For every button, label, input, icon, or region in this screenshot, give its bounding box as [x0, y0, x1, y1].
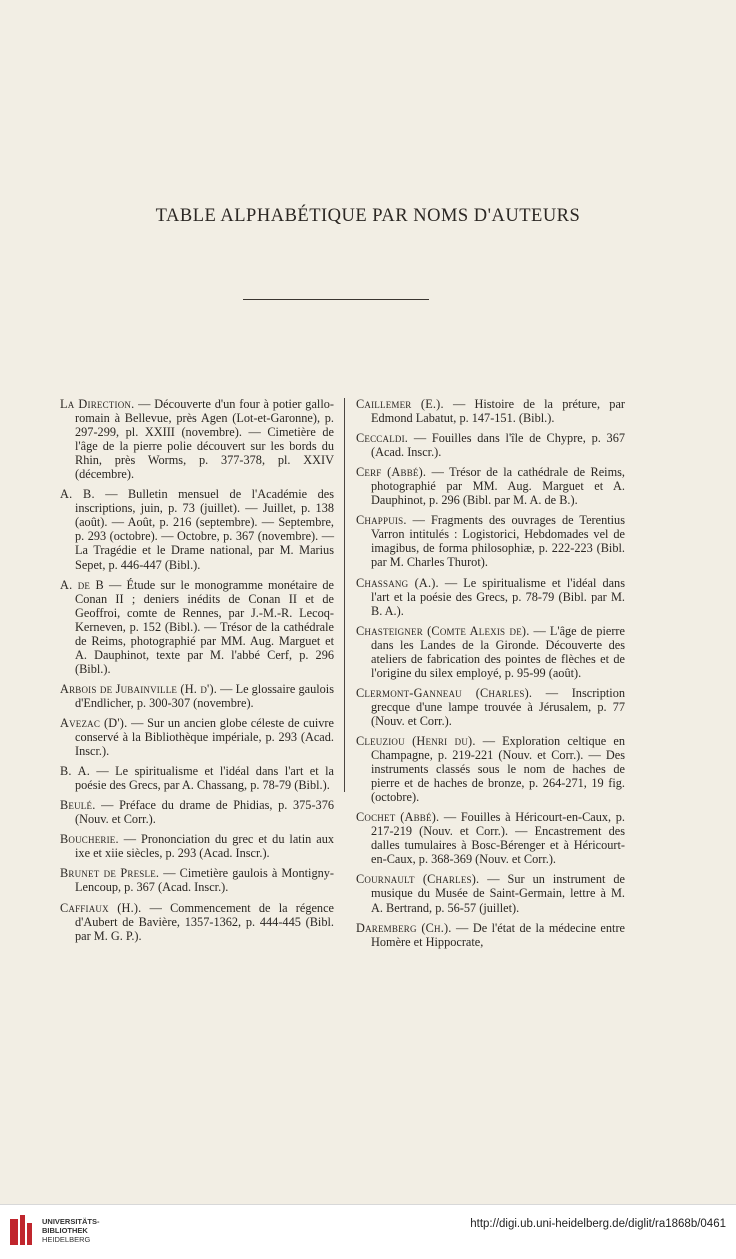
column-divider: [344, 398, 345, 792]
entry-text: — De l'état de la médecine entre Homère et Hippocrate,: [371, 920, 626, 949]
author-name: Ceccaldi.: [356, 431, 409, 446]
author-name: La Direction.: [60, 397, 135, 411]
author-entry: [356, 513, 625, 569]
author-name: Daremberg (Ch.).: [356, 920, 452, 935]
title-divider: [243, 299, 429, 300]
author-entry: [356, 734, 625, 804]
entry-text: — Histoire de la préture, par Edmond Labatut, p. 147-151. (Bibl.).: [371, 397, 626, 426]
entry-text: — Fouilles dans l'île de Chypre, p. 367 (Acad. Inscr.).: [371, 431, 625, 460]
permalink[interactable]: http://digi.ub.uni-heidelberg.de/diglit/ra1868b/0461: [470, 1218, 726, 1230]
author-entry: [60, 397, 334, 481]
author-name: Chassang (A.).: [356, 575, 439, 590]
author-entry: [60, 866, 334, 894]
institution-line-1: UNIVERSITÄTS-: [42, 1217, 100, 1226]
entry-text: — Le glossaire gaulois d'Endlicher, p. 300-307 (novembre).: [75, 681, 334, 710]
entry-text: — Étude sur le monogramme monétaire de Conan II ; deniers inédits de Conan II et de Geoffroi, comte de Rennes, par J.-M.-R. Lecoq-Kerneven, p. 152 (Bibl.). — Trésor de la cathédrale de Reims, photographié par MM. Aug. Marguet et A. Dauphinot, texte par M. l'abbé Cerf, p. 296 (Bibl.).: [75, 577, 334, 676]
author-name: Cournault (Charles).: [356, 872, 480, 887]
footer-bar: [0, 1204, 736, 1259]
author-name: Caillemer (E.).: [356, 397, 444, 411]
author-name: Avezac (D').: [60, 715, 128, 730]
author-entry: [356, 624, 625, 680]
author-entry: [356, 872, 625, 914]
author-name: Chasteigner (Comte Alexis de).: [356, 623, 530, 638]
author-name: Clermont-Ganneau (Charles).: [356, 685, 533, 700]
entry-text: — Exploration celtique en Champagne, p. 219-221 (Nouv. et Corr.). — Des instruments classés sous le nom de haches de pierre et de haches de bronze, p. 264-271, 19 fig. (octobre).: [371, 733, 625, 805]
entry-text: — Sur un ancien globe céleste de cuivre conservé à la Bibliothèque impériale, p. 293 (Acad. Inscr.).: [75, 715, 334, 759]
page-title: TABLE ALPHABÉTIQUE PAR NOMS D'AUTEURS: [155, 206, 581, 226]
entry-text: — Inscription grecque d'une lampe trouvée à Jérusalem, p. 77 (Nouv. et Corr.).: [371, 685, 625, 728]
entry-text: — Commencement de la régence d'Aubert de Bavière, 1357-1362, p. 444-445 (Bibl. par M. G. P.).: [75, 900, 334, 943]
author-entry: [356, 576, 625, 618]
entry-text: — Fouilles à Héricourt-en-Caux, p. 217-219 (Nouv. et Corr.). — Encastrement des dalles tumulaires à Bosc-Bérenger et à Héricourt-en-Caux, p. 368-369 (Nouv. et Corr.).: [371, 810, 625, 867]
author-entry: [60, 487, 334, 571]
entry-text: — Fragments des ouvrages de Terentius Varron intitulés : Logistorici, Hebdomades vel de imagibus, de forma philosophiæ, p. 222-223 (Bibl. par M. Charles Thurot).: [371, 513, 625, 570]
author-entry: [356, 465, 625, 507]
entry-text: — L'âge de pierre dans les Landes de la Gironde. Découverte des ateliers de fabrication des pointes de flèches et de l'origine du silex employé, p. 95-99 (août).: [371, 623, 625, 680]
entry-text: — Le spiritualisme et l'idéal dans l'art et la poésie des Grecs, p. 78-79 (Bibl. par M. B. A.).: [371, 575, 625, 618]
entry-text: — Cimetière gaulois à Montigny-Lencoup, p. 367 (Acad. Inscr.).: [75, 866, 334, 895]
author-name: Chappuis.: [356, 513, 407, 528]
author-name: Cerf (Abbé).: [356, 465, 427, 480]
institution-line-3: HEIDELBERG: [42, 1235, 91, 1244]
entry-text: — Découverte d'un four à potier gallo-romain à Bellevue, près Agen (Lot-et-Garonne), p. 297-299, pl. XXIII (novembre). — Cimetière de l'âge de la pierre polie découvert sur les bords du Rhin, près Worms, p. 377-378, pl. XXIV (décembre).: [75, 397, 334, 482]
university-logo-icon: [8, 1213, 34, 1249]
author-name: Brunet de Presle.: [60, 866, 160, 881]
author-name: A. de B: [60, 577, 104, 592]
entry-text: — Préface du drame de Phidias, p. 375-376 (Nouv. et Corr.).: [75, 798, 334, 827]
author-name: Caffiaux (H.).: [60, 900, 142, 915]
author-entry: [356, 431, 625, 459]
author-entry: [60, 682, 334, 710]
author-name: Boucherie.: [60, 832, 119, 847]
author-entry: [60, 901, 334, 943]
left-column: [60, 397, 334, 949]
entry-text: — Prononciation du grec et du latin aux ixe et xiie siècles, p. 293 (Acad. Inscr.).: [75, 832, 334, 861]
entry-text: — Sur un instrument de musique du Musée de Saint-Germain, lettre à M. A. Bertrand, p. 56-57 (juillet).: [371, 872, 625, 915]
author-entry: [60, 832, 334, 860]
right-column: [356, 397, 625, 955]
author-name: A. B.: [60, 487, 95, 502]
institution-line-2: BIBLIOTHEK: [42, 1226, 88, 1235]
author-entry: [356, 686, 625, 728]
author-entry: [356, 921, 625, 949]
author-name: B. A.: [60, 764, 90, 779]
author-entry: [60, 798, 334, 826]
author-entry: [60, 764, 334, 792]
author-entry: [60, 578, 334, 676]
entry-text: — Trésor de la cathédrale de Reims, photographié par MM. Aug. Marguet et A. Dauphinot, p. 296 (Bibl. par M. A. de B.).: [371, 465, 625, 508]
author-entry: [60, 716, 334, 758]
author-name: Beulé.: [60, 798, 96, 813]
author-name: Cleuziou (Henri du).: [356, 733, 476, 748]
entry-text: — Le spiritualisme et l'idéal dans l'art et la poésie des Grecs, par A. Chassang, p. 78-79 (Bibl.).: [75, 764, 334, 793]
author-entry: [356, 397, 625, 425]
entry-text: — Bulletin mensuel de l'Académie des inscriptions, juin, p. 73 (juillet). — Juillet, p. 138 (août). — Août, p. 216 (septembre). — Septembre, p. 293 (octobre). — Octobre, p. 367 (novembre). — La Tragédie et le Drame national, par M. Marius Sepet, p. 446-447 (Bibl.).: [75, 487, 334, 572]
institution-name: [42, 1217, 100, 1244]
author-entry: [356, 810, 625, 866]
author-name: Arbois de Jubainville (H. d').: [60, 681, 218, 696]
author-name: Cochet (Abbé).: [356, 810, 440, 825]
